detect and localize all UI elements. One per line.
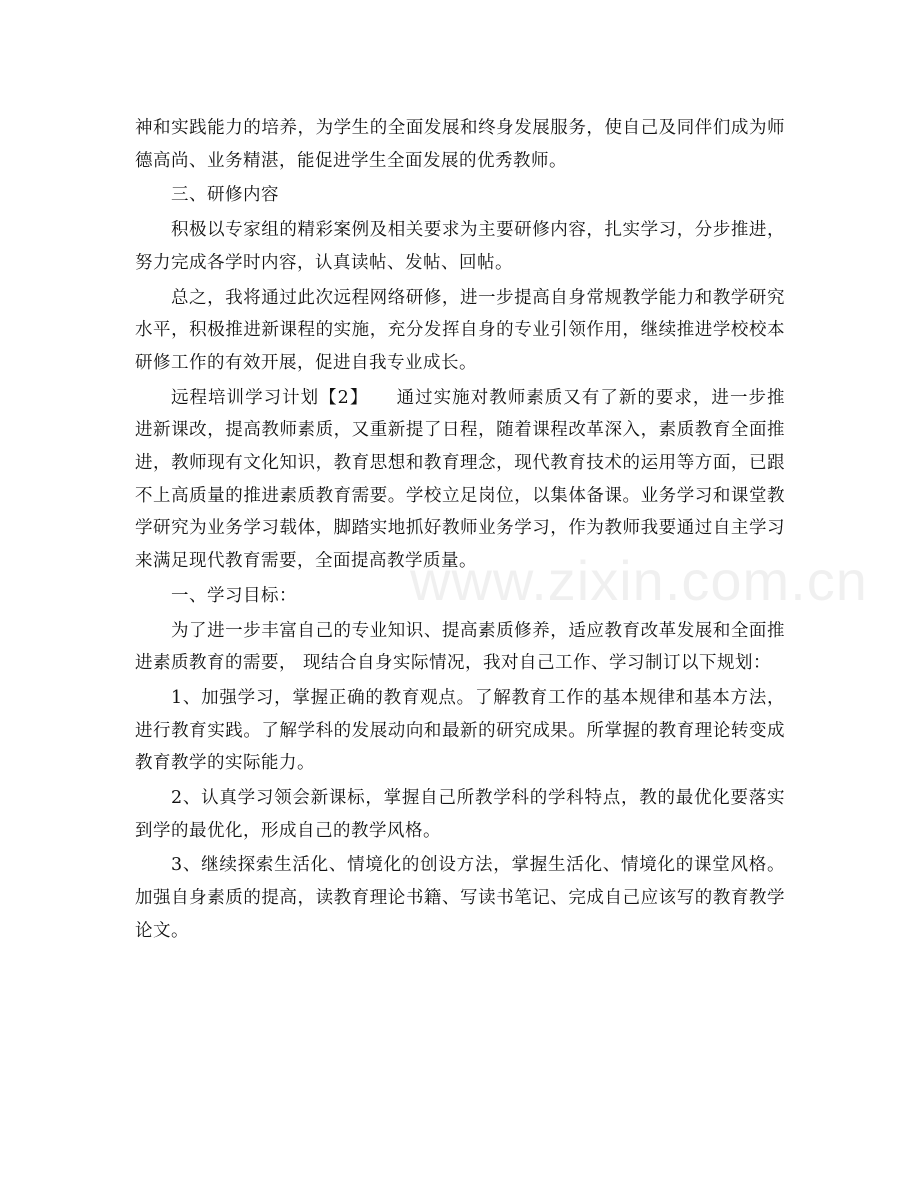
section-heading-learning-goals: 一、学习目标： <box>171 585 297 606</box>
section-heading-research-content: 三、研修内容 <box>171 185 279 206</box>
paragraph-plan-2-intro: 远程培训学习计划【2】 通过实施对教师素质又有了新的要求，进一步推进新课改，提高教师素质，又重新提了日程，随着课程改革深入，素质教育全面推进，教师现有文化知识，教育思想和教育理念，现代教育技术的运用等方面，已跟不上高质量的推进素质教育需要。学校立足岗位，以集体备课。业务学习和课堂教学研究为业务学习载体，脚踏实地抓好教师业务学习，作为教师我要通过自主学习来满足现代教育需要，全面提高教学质量。 <box>135 387 785 572</box>
paragraph-continuation: 神和实践能力的培养，为学生的全面发展和终身发展服务，使自己及同伴们成为师德高尚、业务精湛，能促进学生全面发展的优秀教师。 <box>135 118 785 171</box>
paragraph-summary: 总之，我将通过此次远程网络研修，进一步提高自身常规教学能力和教学研究水平，积极推进新课程的实施，充分发挥自身的专业引领作用，继续推进学校校本研修工作的有效开展，促进自我专业成长。 <box>135 287 785 373</box>
watermark: www.zixin.com.cn <box>410 549 868 612</box>
list-item-1: 1、加强学习，掌握正确的教育观点。了解教育工作的基本规律和基本方法，进行教育实践。了解学科的发展动向和最新的研究成果。所掌握的教育理论转变成教育教学的实际能力。 <box>135 687 785 774</box>
paragraph-learning-goals: 为了进一步丰富自己的专业知识、提高素质修养，适应教育改革发展和全面推进素质教育的需要， 现结合自身实际情况，我对自己工作、学习制订以下规划： <box>135 620 785 674</box>
list-item-3: 3、继续探索生活化、情境化的创设方法，掌握生活化、情境化的课堂风格。加强自身素质的提高，读教育理论书籍、写读书笔记、完成自己应该写的教育教学论文。 <box>135 855 785 941</box>
document-body <box>135 112 785 948</box>
paragraph-research-content: 积极以专家组的精彩案例及相关要求为主要研修内容，扎实学习，分步推进，努力完成各学时内容，认真读帖、发帖、回帖。 <box>135 220 785 273</box>
list-item-2: 2、认真学习领会新课标，掌握自己所教学科的学科特点，教的最优化要落实到学的最优化，形成自己的教学风格。 <box>135 788 785 841</box>
